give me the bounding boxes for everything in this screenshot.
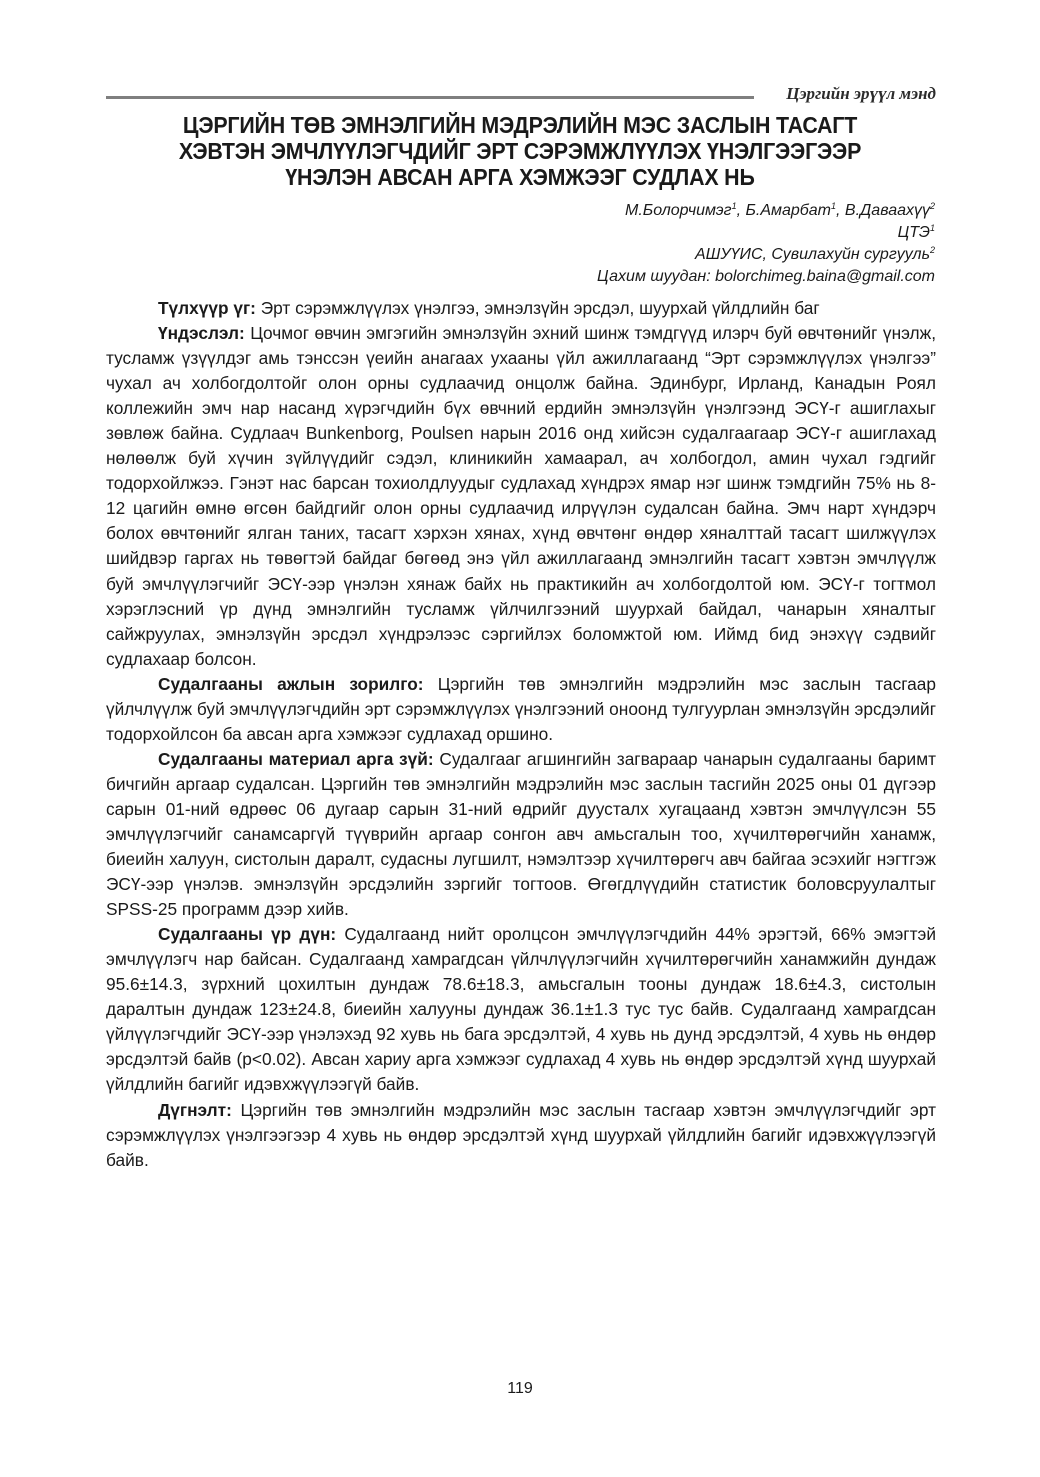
abstract-body xyxy=(106,296,936,1173)
conclusion-paragraph xyxy=(106,1098,936,1173)
methods-paragraph xyxy=(106,747,936,922)
running-header xyxy=(106,84,936,108)
section-text: Цэргийн төв эмнэлгийн мэдрэлийн мэс заслын тасгаар үйлчлүүлж буй эмчлүүлэгчдийн эрт сэрэмжлүүлэх үнэлгээний оноонд тулгуурлан эмнэлзүйн эрсдэлийг тодорхойлсон ба авсан арга хэмжээг судлахад оршино. xyxy=(106,673,936,744)
affiliation-mark: 1 xyxy=(831,201,837,211)
affiliation-mark: 1 xyxy=(731,201,737,211)
page-number: 119 xyxy=(507,1380,533,1397)
affiliation-mark: 1 xyxy=(929,223,935,233)
author-name: Б.Амарбат xyxy=(745,202,831,219)
objective-paragraph xyxy=(106,672,936,747)
email-link[interactable]: bolorchimeg.baina@gmail.com xyxy=(715,268,935,285)
title-line: ҮНЭЛЭН АВСАН АРГА ХЭМЖЭЭГ СУДЛАХ НЬ xyxy=(285,164,755,190)
email-line xyxy=(597,266,935,288)
section-heading: Судалгааны үр дүн: xyxy=(158,924,337,945)
affiliation-mark: 2 xyxy=(929,245,935,255)
affiliation-name: ЦТЭ xyxy=(897,224,930,241)
section-text: Цэргийн төв эмнэлгийн мэдрэлийн мэс заслын тасгаар хэвтэн эмчлүүлэгчдийг эрт сэрэмжлүүлэх үнэлгээгээр 4 хувь нь өндөр эрсдэлтэй хүнд шуурхай үйлдлийн багийг идэвхжүүлээгүй байв. xyxy=(106,1099,936,1170)
affiliation xyxy=(597,222,935,244)
section-heading: Судалгааны ажлын зорилго: xyxy=(158,673,424,694)
article-title xyxy=(129,112,910,190)
section-text: Эрт сэрэмжлүүлэх үнэлгээ, эмнэлзүйн эрсдэл, шуурхай үйлдлийн баг xyxy=(255,298,820,318)
author-name: В.Даваахүү xyxy=(844,202,930,219)
email-label: Цахим шуудан: xyxy=(596,268,711,285)
header-rule xyxy=(106,96,754,99)
section-heading: Судалгааны материал арга зүй: xyxy=(158,748,434,769)
author-name: М.Болорчимэг xyxy=(625,202,732,219)
author-separator: , xyxy=(736,202,746,219)
affiliation-name: АШУҮИС, Сувилахуйн сургууль xyxy=(695,246,930,263)
keywords-paragraph xyxy=(106,296,936,321)
author-block xyxy=(597,200,935,288)
title-line: ЦЭРГИЙН ТӨВ ЭМНЭЛГИЙН МЭДРЭЛИЙН МЭС ЗАСЛЫН ТАСАГТ xyxy=(182,112,858,138)
background-paragraph xyxy=(106,321,936,672)
affiliation-mark: 2 xyxy=(929,201,935,211)
results-paragraph xyxy=(106,922,936,1097)
section-heading: Үндэслэл: xyxy=(158,323,245,344)
author-separator: , xyxy=(836,202,845,219)
section-heading: Дүгнэлт: xyxy=(158,1099,232,1120)
affiliation xyxy=(597,244,935,266)
section-text: Цочмог өвчин эмгэгийн эмнэлзүйн эхний шинж тэмдгүүд илэрч буй өвчтөнийг үнэлж, тусламж үзүүлдэг амь тэнссэн үеийн анагаах ухааны үйл ажиллагаанд “Эрт сэрэмжлүүлэх үнэлгээ” чухал ач холбогдолтойг олон орны судлаачид онцолж байна. Эдинбург, Ирланд, Канадын Роял коллежийн эмч нар насанд хүрэгчдийн бүх өвчний ердийн эмнэлзүйн үнэлгээнд ЭСҮ-г ашиглахыг зөвлөж байна. Судлаач Bunkenborg, Poulsen нарын 2016 онд хийсэн судалгаагаар ЭСҮ-г ашиглахад нөлөөлж буй хүчин зүйлүүдийг сэдэл, клиникийн хамаарал, ач холбогдол, амин чухал гэдгийг тодорхойлжээ. Гэнэт нас барсан тохиолдлуудыг судлахад хүндрэх ямар нэг шинж тэмдгийн 75% нь 8-12 цагийн өмнө өгсөн байдгийг олон орны судлаачид илрүүлэн судалсан байна. Эмч нарт хүндэрч болох өвчтөнийг ялган таних, тасагт хэрхэн хянах, хүнд өвчтөнг өндөр хяналттай тасагт шилжүүлэх шийдвэр гаргах нь төвөгтэй байдаг бөгөөд энэ үйл ажиллагаанд эмнэлгийн тасагт хэвтэн эмчлүүлж буй эмчлүүлэгчийг ЭСҮ-ээр үнэлэн хянаж байх нь практикийн ач холбогдолтой юм. ЭСҮ-г тогтмол хэрэглэсний үр дүнд эмнэлгийн тусламж үйлчилгээний шуурхай байдал, чанарын хяналтыг сайжруулах, эмнэлзүйн эрсдэл хүндрэлээс сэргийлэх боломжтой юм. Иймд бид энэхүү сэдвийг судлахаар болсон. xyxy=(106,323,936,669)
journal-name: Цэргийн эрүүл мэнд xyxy=(786,84,936,103)
section-text: Судалгаанд нийт оролцсон эмчлүүлэгчдийн 44% эрэгтэй, 66% эмэгтэй эмчлүүлэгч нар байсан. Судалгаанд хамрагдсан үйлчлүүлэгчийн хүчилтөрөгчийн ханамжийн дундаж 95.6±14.3, зүрхний цохилтын дундаж 78.6±18.3, амьсгалын тооны дундаж 18.6±4.3, систолын даралтын дундаж 123±24.8, биеийн халууны дундаж 36.1±1.3 тус тус байв. Судалгаанд хамрагдсан үйлүүлэгчдийг ЭСҮ-ээр үнэлэхэд 92 хувь нь бага эрсдэлтэй, 4 хувь нь дунд эрсдэлтэй, 4 хувь нь өндөр эрсдэлтэй байв (p<0.02). Авсан хариу арга хэмжээг судлахад 4 хувь нь өндөр эрсдэлтэй хүнд шуурхай үйлдлийн багийг идэвхжүүлээгүй байв. xyxy=(106,924,936,1095)
section-text: Судалгааг агшингийн загвараар чанарын судалгааны баримт бичгийн аргаар судалсан. Цэргийн төв эмнэлгийн мэдрэлийн мэс заслын тасгийн 2025 оны 01 дүгээр сарын 01-ний өдрөөс 06 дугаар сарын 31-ний өдрийг дуусталх хугацаанд хэвтэн эмчлүүлсэн 55 эмчлүүлэгчийг санамсаргүй түүврийн аргаар сонгон авч амьсгалын тоо, хүчилтөрөгчийн ханамж, биеийн халуун, систолын даралт, судасны лугшилт, нэмэлтээр хүчилтөрөгч авч байгаа эсэхийг нэгтгэж ЭСҮ-ээр үнэлэв. эмнэлзүйн эрсдэлийн зэргийг тогтоов. Өгөгдлүүдийн статистик боловсруулалтыг SPSS-25 программ дээр хийв. xyxy=(106,748,936,920)
author-names xyxy=(597,200,935,222)
title-line: ХЭВТЭН ЭМЧЛҮҮЛЭГЧДИЙГ ЭРТ СЭРЭМЖЛҮҮЛЭХ ҮНЭЛГЭЭГЭЭР xyxy=(178,138,862,164)
section-heading: Түлхүүр үг: xyxy=(158,298,256,318)
